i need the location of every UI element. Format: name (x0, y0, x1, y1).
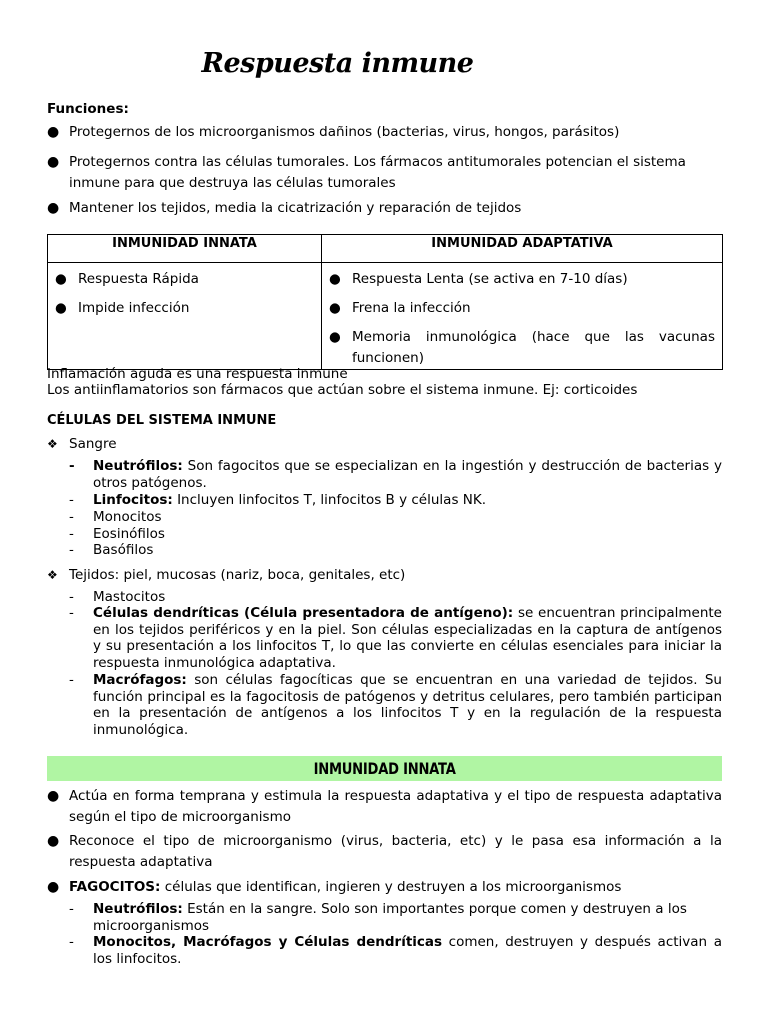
innata-item-1: ● Actúa en forma temprana y estimula la respuesta adaptativa y el tipo de respuesta adaptativa según el tipo de microorganismo (47, 788, 722, 825)
bullet-icon: ● (47, 788, 60, 804)
list-item: - Mastocitos (69, 589, 166, 605)
dash-icon: - (69, 509, 74, 525)
innata-banner: INMUNIDAD INNATA (47, 756, 722, 781)
bullet-icon: ● (329, 300, 341, 316)
bullet-icon: ● (329, 271, 341, 287)
dash-icon: - (69, 934, 74, 950)
dash-icon: - (69, 458, 75, 474)
list-item: - Basófilos (69, 542, 154, 558)
dash-icon: - (69, 605, 74, 621)
list-item: - Monocitos, Macrófagos y Células dendríticas comen, destruyen y después activan a los linfocitos. (69, 934, 722, 967)
dash-icon: - (69, 542, 74, 558)
bullet-icon: ● (47, 200, 60, 216)
dash-icon: - (69, 492, 74, 508)
diamond-bullet-icon: ❖ (47, 568, 58, 582)
list-item: - Monocitos (69, 509, 162, 525)
funcion-item-3: ● Mantener los tejidos, media la cicatrización y reparación de tejidos (47, 198, 722, 219)
table-header-innata: INMUNIDAD INNATA (48, 235, 322, 263)
bullet-icon: ● (47, 833, 60, 849)
bullet-icon: ● (47, 154, 60, 170)
table-cell-innata (48, 263, 322, 370)
bullet-icon: ● (329, 329, 341, 345)
diamond-bullet-icon: ❖ (47, 437, 58, 451)
funciones-heading: Funciones: (47, 101, 129, 117)
list-item: - Neutrófilos: Están en la sangre. Solo son importantes porque comen y destruyen a los microorganismos (69, 901, 687, 934)
list-item: - Neutrófilos: Son fagocitos que se especializan en la ingestión y destrucción de bacterias y otros patógenos. (69, 458, 722, 491)
dash-icon: - (69, 589, 74, 605)
nota-inflamacion: Inflamación aguda es una respuesta inmune (47, 366, 348, 382)
tejidos-item: ❖ Tejidos: piel, mucosas (nariz, boca, genitales, etc) (47, 567, 406, 583)
funcion-item-2: ● Protegernos contra las células tumorales. Los fármacos antitumorales potencian el sistema inmune para que destruya las células tumorales (47, 154, 686, 191)
sangre-item: ❖ Sangre (47, 436, 117, 452)
nota-antiinflamatorios: Los antiinflamatorios son fármacos que actúan sobre el sistema inmune. Ej: corticoides (47, 382, 638, 398)
bullet-icon: ● (55, 271, 67, 287)
bullet-icon: ● (55, 300, 67, 316)
list-item: ● Respuesta Lenta (se activa en 7-10 días) (329, 269, 715, 290)
fagocitos-item: ● FAGOCITOS: células que identifican, ingieren y destruyen a los microorganismos (47, 877, 722, 898)
celulas-heading: CÉLULAS DEL SISTEMA INMUNE (47, 413, 277, 428)
bullet-icon: ● (47, 124, 60, 140)
list-item: - Macrófagos: son células fagocíticas que se encuentran en una variedad de tejidos. Su función principal es la fagocitosis de patógenos y detritus celulares, pero también participan en la presentación de antígenos a los linfocitos T y en la regulación de la respuesta inmunológica. (69, 672, 722, 738)
list-item: ● Memoria inmunológica (hace que las vacunas funcionen) (329, 329, 715, 366)
list-item: ● Frena la infección (329, 298, 715, 319)
innata-item-2: ● Reconoce el tipo de microorganismo (virus, bacteria, etc) y le pasa esa información a la respuesta adaptativa (47, 833, 722, 870)
dash-icon: - (69, 526, 74, 542)
dash-icon: - (69, 672, 74, 688)
page-title: Respuesta inmune (201, 48, 474, 79)
funcion-item-1: ● Protegernos de los microorganismos dañinos (bacterias, virus, hongos, parásitos) (47, 122, 722, 143)
list-item: ● Impide infección (55, 298, 314, 319)
table-header-adaptativa: INMUNIDAD ADAPTATIVA (322, 235, 723, 263)
list-item: - Eosinófilos (69, 526, 165, 542)
list-item: - Linfocitos: Incluyen linfocitos T, linfocitos B y células NK. (69, 492, 487, 508)
dash-icon: - (69, 901, 74, 917)
comparison-table (47, 234, 723, 370)
table-cell-adaptativa (322, 263, 723, 370)
bullet-icon: ● (47, 879, 60, 895)
list-item: - Células dendríticas (Célula presentadora de antígeno): se encuentran principalmente en los tejidos periféricos y en la piel. Son células especializadas en la captura de antígenos y su presentación a los linfocitos T, lo que las convierte en células esenciales para iniciar la respuesta inmunológica adaptativa. (69, 605, 722, 671)
list-item: ● Respuesta Rápida (55, 269, 314, 290)
